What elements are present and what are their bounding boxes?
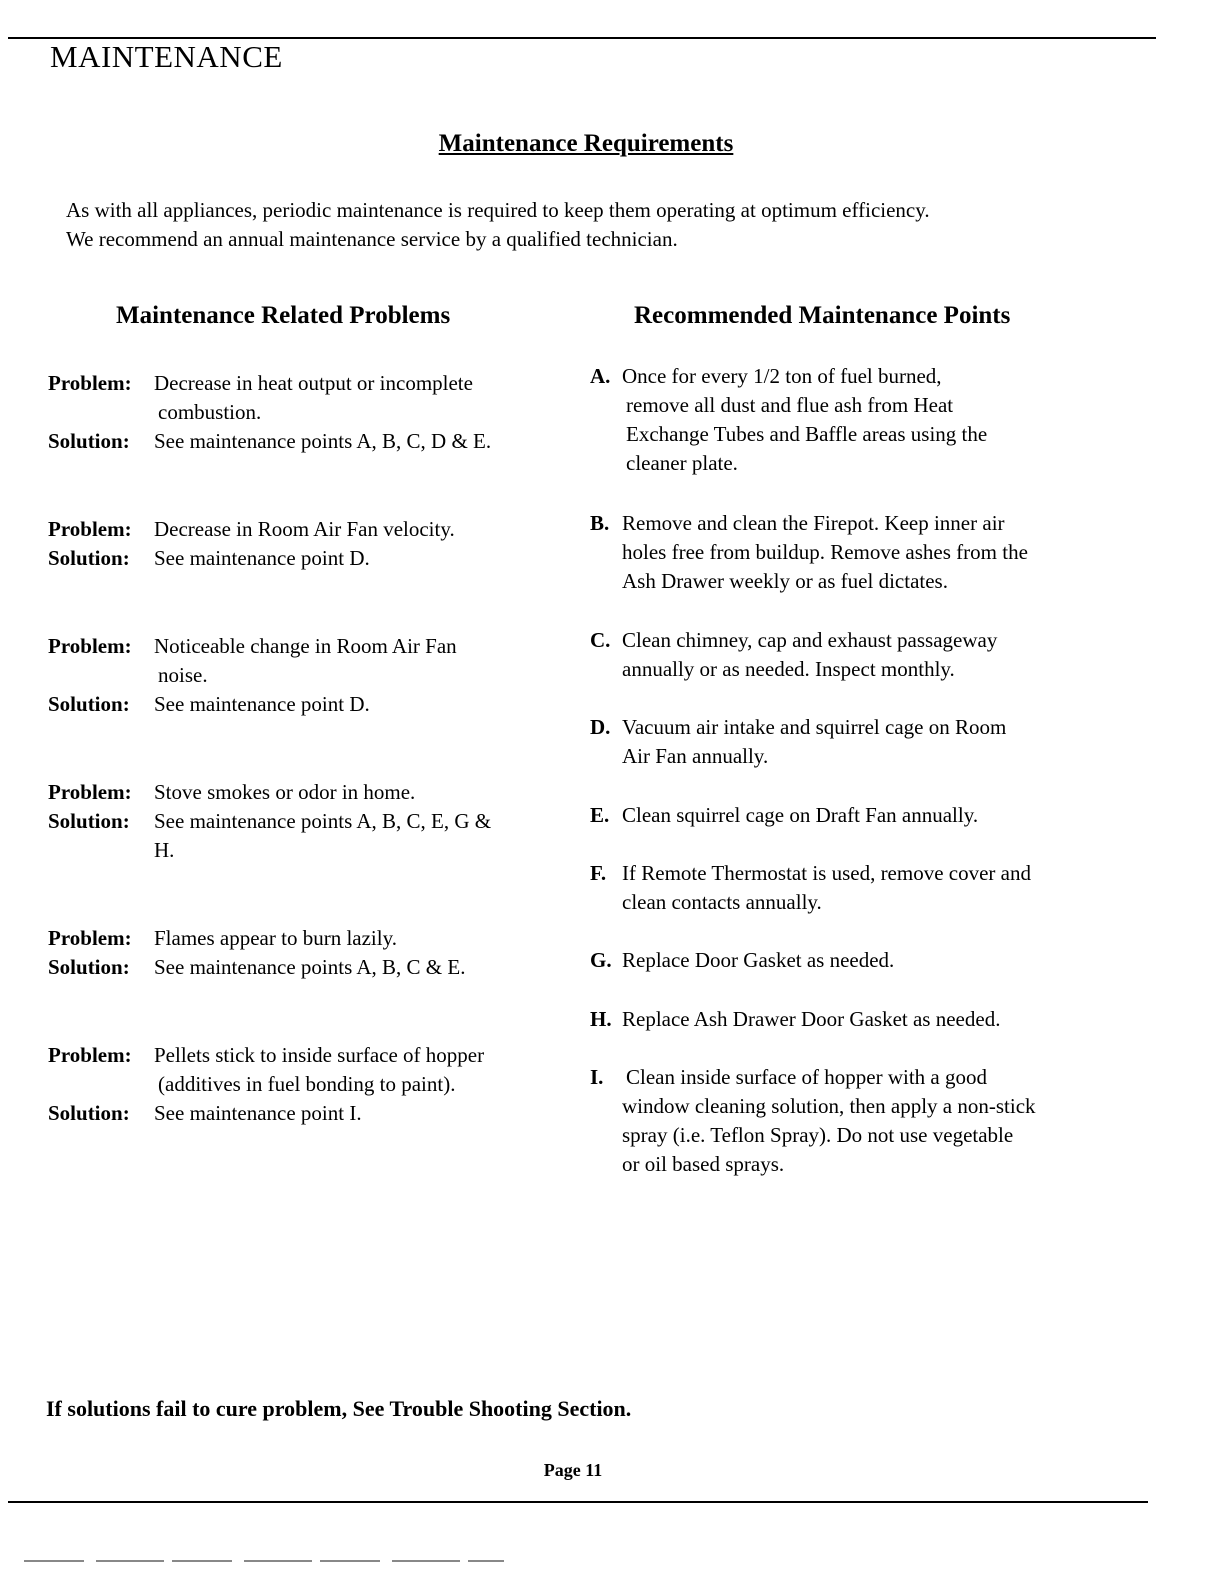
point-text: Once for every 1/2 ton of fuel burned, remove all dust and flue ash from Heat Exchange Tubes and Baffle areas using the cleaner plate. [622, 364, 988, 475]
point-text: Remove and clean the Firepot. Keep inner air holes free from buildup. Remove ashes from the Ash Drawer weekly or as fuel dictates. [622, 511, 1028, 593]
problem-item [48, 632, 568, 719]
bottom-rule [8, 1501, 1148, 1503]
point-letter: A. [590, 364, 611, 388]
point-letter: B. [590, 511, 610, 535]
point-text: Clean squirrel cage on Draft Fan annually. [622, 803, 979, 827]
scan-artifact-line [24, 1560, 504, 1562]
maintenance-point-g [590, 946, 1130, 975]
footer-note: If solutions fail to cure problem, See Trouble Shooting Section. [46, 1396, 632, 1421]
intro-line: We recommend an annual maintenance service by a qualified technician. [66, 227, 678, 251]
point-letter: H. [590, 1007, 612, 1031]
maintenance-point-f [590, 859, 1130, 917]
problems-heading: Maintenance Related Problems [116, 302, 451, 329]
point-letter: E. [590, 803, 610, 827]
points-heading: Recommended Maintenance Points [634, 302, 1011, 329]
page-title: MAINTENANCE [50, 39, 283, 74]
problem-item [48, 924, 568, 982]
problem-item [48, 369, 568, 456]
solution-text: See maintenance points A, B, C, E, G & H. [154, 809, 492, 862]
solution-text: See maintenance point I. [154, 1101, 362, 1125]
section-title: Maintenance Requirements [438, 130, 734, 157]
problem-text: Noticeable change in Room Air Fan noise. [154, 634, 457, 687]
solution-label: Solution: [48, 955, 130, 979]
maintenance-point-d [590, 713, 1130, 771]
point-letter: C. [590, 628, 611, 652]
maintenance-point-c [590, 626, 1130, 684]
point-letter: I. [590, 1065, 604, 1089]
point-text: If Remote Thermostat is used, remove cover and clean contacts annually. [622, 861, 1031, 914]
intro-paragraph [66, 196, 1126, 254]
problem-text: Decrease in Room Air Fan velocity. [154, 517, 455, 541]
solution-label: Solution: [48, 1101, 130, 1125]
problem-label: Problem: [48, 926, 132, 950]
problem-label: Problem: [48, 1043, 132, 1067]
maintenance-point-i [590, 1063, 1130, 1179]
problem-text: Pellets stick to inside surface of hopper (additives in fuel bonding to paint). [154, 1043, 485, 1096]
maintenance-point-b [590, 509, 1130, 596]
problem-label: Problem: [48, 634, 132, 658]
page-number: Page 11 [543, 1460, 603, 1480]
problem-text: Stove smokes or odor in home. [154, 780, 416, 804]
intro-line: As with all appliances, periodic maintenance is required to keep them operating at optimum efficiency. [66, 198, 930, 222]
problem-item [48, 515, 568, 573]
point-text: Clean inside surface of hopper with a good window cleaning solution, then apply a non-stick spray (i.e. Teflon Spray). Do not use vegetable or oil based sprays. [622, 1065, 1036, 1176]
problem-text: Flames appear to burn lazily. [154, 926, 397, 950]
point-text: Vacuum air intake and squirrel cage on Room Air Fan annually. [622, 715, 1007, 768]
solution-text: See maintenance points A, B, C, D & E. [154, 429, 492, 453]
solution-text: See maintenance points A, B, C & E. [154, 955, 466, 979]
solution-label: Solution: [48, 546, 130, 570]
solution-text: See maintenance point D. [154, 692, 370, 716]
problem-text: Decrease in heat output or incomplete combustion. [154, 371, 473, 424]
maintenance-point-h [590, 1005, 1130, 1034]
solution-label: Solution: [48, 692, 130, 716]
solution-label: Solution: [48, 809, 130, 833]
problem-item [48, 1041, 568, 1128]
point-letter: D. [590, 715, 611, 739]
point-text: Replace Ash Drawer Door Gasket as needed. [622, 1007, 1001, 1031]
problem-item [48, 778, 568, 865]
problem-label: Problem: [48, 371, 132, 395]
point-text: Clean chimney, cap and exhaust passageway annually or as needed. Inspect monthly. [622, 628, 998, 681]
point-letter: G. [590, 948, 612, 972]
point-letter: F. [590, 861, 607, 885]
solution-text: See maintenance point D. [154, 546, 370, 570]
maintenance-point-a [590, 362, 1130, 478]
problem-label: Problem: [48, 517, 132, 541]
maintenance-point-e [590, 801, 1130, 830]
solution-label: Solution: [48, 429, 130, 453]
problem-label: Problem: [48, 780, 132, 804]
point-text: Replace Door Gasket as needed. [622, 948, 895, 972]
